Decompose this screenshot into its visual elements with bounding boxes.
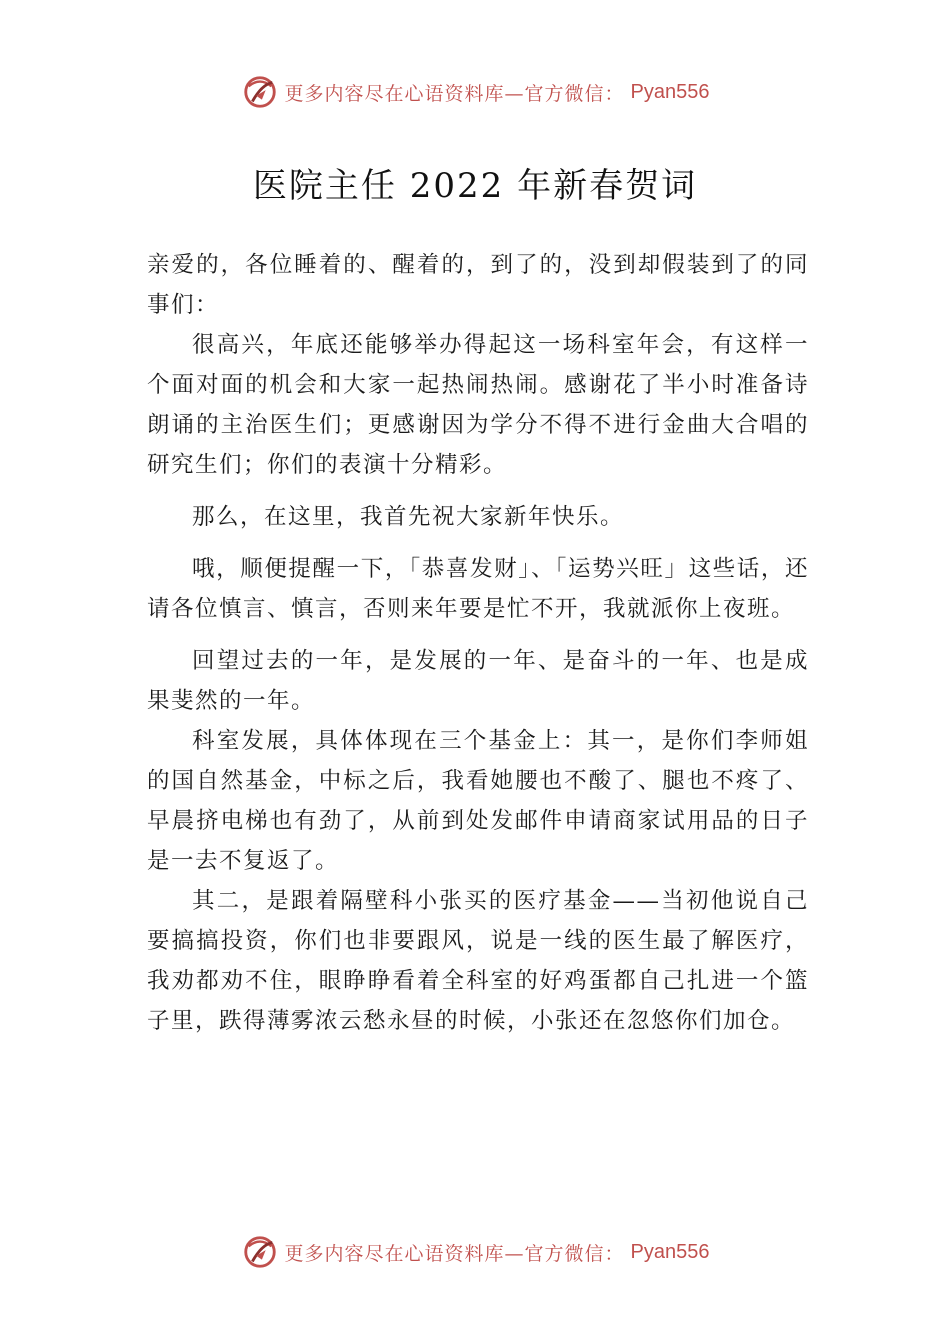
banner-text: 更多内容尽在心语资料库—官方微信：: [284, 1242, 625, 1265]
paragraph: 回望过去的一年，是发展的一年、是奋斗的一年、也是成果斐然的一年。: [147, 648, 809, 714]
logo-icon: [241, 1233, 279, 1271]
logo-icon: [241, 73, 279, 111]
paragraph: 那么，在这里，我首先祝大家新年快乐。: [192, 504, 625, 530]
paragraph: 哦，顺便提醒一下，「恭喜发财」、「运势兴旺」这些话，还请各位慎言、慎言，否则来年要是忙不开，我就派你上夜班。: [147, 556, 809, 622]
paragraph-greeting: 亲爱的，各位睡着的、醒着的，到了的，没到却假装到了的同事们：: [147, 252, 809, 318]
document-body: [147, 245, 809, 1041]
paragraph: 很高兴，年底还能够举办得起这一场科室年会，有这样一个面对面的机会和大家一起热闹热闹。感谢花了半小时准备诗朗诵的主治医生们；更感谢因为学分不得不进行金曲大合唱的研究生们；你们的表演十分精彩。: [147, 332, 809, 478]
banner-wechat-id: Pyan556: [630, 80, 710, 103]
header-banner: [0, 70, 950, 114]
banner-wechat-id: Pyan556: [630, 1240, 710, 1263]
document-title: 医院主任 2022 年新春贺词: [252, 166, 698, 206]
paragraph: 其二，是跟着隔壁科小张买的医疗基金——当初他说自己要搞搞投资，你们也非要跟风，说是一线的医生最了解医疗，我劝都劝不住，眼睁睁看着全科室的好鸡蛋都自己扎进一个篮子里，跌得薄雾浓云愁永昼的时候，小张还在忽悠你们加仓。: [147, 888, 809, 1034]
footer-banner: [0, 1230, 950, 1274]
banner-text: 更多内容尽在心语资料库—官方微信：: [284, 82, 625, 105]
paragraph: 科室发展，具体体现在三个基金上：其一，是你们李师姐的国自然基金，中标之后，我看她腰也不酸了、腿也不疼了、早晨挤电梯也有劲了，从前到处发邮件申请商家试用品的日子是一去不复返了。: [147, 728, 809, 874]
